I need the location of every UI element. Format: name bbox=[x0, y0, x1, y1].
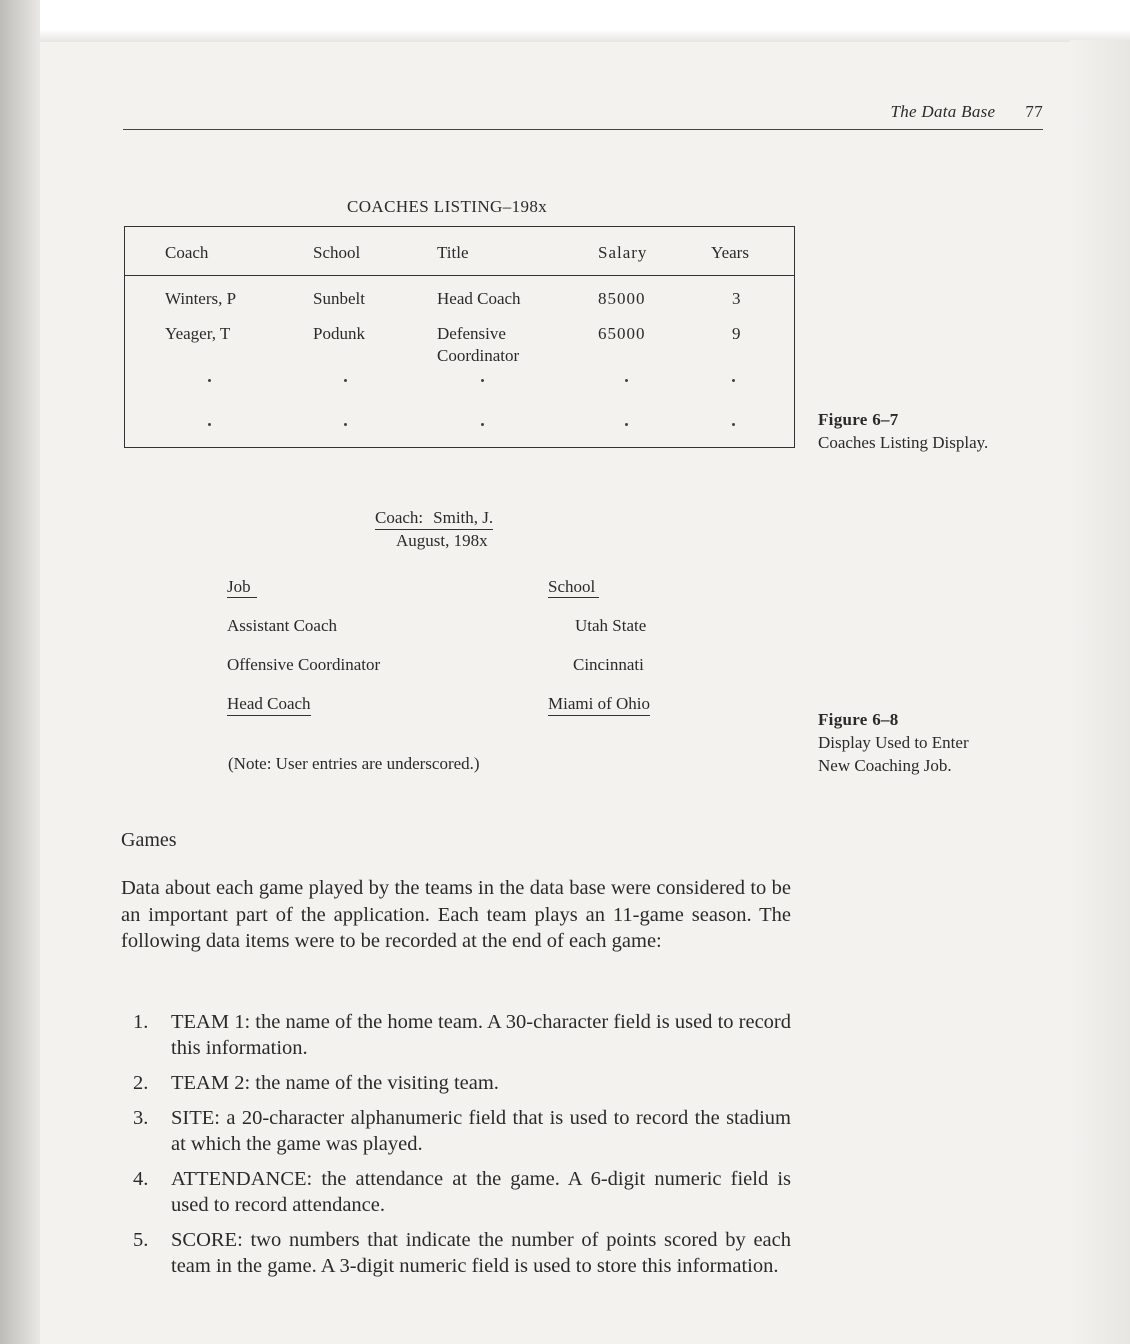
continuation-dots bbox=[125, 379, 794, 399]
listing-title: COACHES LISTING–198x bbox=[347, 197, 548, 216]
job-entry: Offensive Coordinator bbox=[227, 655, 381, 674]
list-item bbox=[121, 1009, 791, 1061]
list-item bbox=[121, 1070, 791, 1096]
cell-salary: 85000 bbox=[598, 289, 646, 308]
list-item bbox=[121, 1166, 791, 1218]
cell-school: Sunbelt bbox=[313, 289, 365, 308]
list-item-number: 3. bbox=[133, 1107, 149, 1129]
cell-years: 9 bbox=[732, 324, 741, 343]
column-header-title: Title bbox=[437, 243, 469, 262]
figure-caption-line: New Coaching Job. bbox=[818, 756, 952, 775]
list-item-text: TEAM 1: the name of the home team. A 30-character field is used to record this information. bbox=[171, 1011, 791, 1059]
entry-date: August, 198x bbox=[396, 531, 488, 550]
cell-title: Head Coach bbox=[437, 289, 521, 308]
page-gutter-shadow bbox=[0, 0, 40, 1344]
column-header-coach: Coach bbox=[165, 243, 209, 262]
section-heading: Games bbox=[121, 829, 177, 851]
figure-6-8-caption bbox=[818, 708, 969, 777]
cell-title-continued: Coordinator bbox=[437, 346, 520, 365]
page-number: 77 bbox=[1025, 102, 1043, 121]
cell-salary: 65000 bbox=[598, 324, 646, 343]
data-items-list bbox=[121, 1009, 791, 1288]
list-item-text: SITE: a 20-character alphanumeric field that is used to record the stadium at which the game was played. bbox=[171, 1107, 791, 1155]
list-item-number: 1. bbox=[133, 1011, 149, 1033]
job-entry: Assistant Coach bbox=[227, 616, 338, 635]
body-paragraph: Data about each game played by the teams in the data base were considered to be an important part of the application. Each team plays an 11-game season. The following data items were to be recorded at the end of each game: bbox=[121, 877, 791, 952]
list-item-number: 5. bbox=[133, 1229, 149, 1251]
cell-coach: Winters, P bbox=[165, 289, 237, 308]
coach-value: Smith, J. bbox=[433, 508, 494, 527]
running-head-title: The Data Base bbox=[890, 102, 996, 121]
column-header-salary: Salary bbox=[598, 243, 648, 262]
list-item-number: 4. bbox=[133, 1168, 149, 1190]
cell-coach: Yeager, T bbox=[165, 324, 231, 343]
list-item-text: TEAM 2: the name of the visiting team. bbox=[171, 1072, 499, 1094]
page-right-edge bbox=[1070, 40, 1130, 1344]
coach-label: Coach: bbox=[375, 508, 424, 527]
list-item-text: SCORE: two numbers that indicate the number of points scored by each team in the game. A 3-digit numeric field is used to store this information. bbox=[171, 1229, 791, 1277]
column-header-years: Years bbox=[711, 243, 749, 262]
header-divider bbox=[125, 275, 794, 276]
figure-caption-line: Display Used to Enter bbox=[818, 733, 969, 752]
school-entry: Cincinnati bbox=[573, 655, 644, 674]
school-column-header: School bbox=[548, 577, 599, 598]
continuation-dots bbox=[125, 423, 794, 443]
coach-entry-line bbox=[375, 508, 493, 530]
running-head bbox=[123, 102, 1043, 122]
figure-note: (Note: User entries are underscored.) bbox=[228, 754, 480, 773]
cell-title: Defensive bbox=[437, 324, 506, 343]
list-item bbox=[121, 1105, 791, 1157]
cell-years: 3 bbox=[732, 289, 741, 308]
school-user-entry: Miami of Ohio bbox=[548, 694, 650, 716]
figure-label: Figure 6–7 bbox=[818, 410, 899, 429]
list-item bbox=[121, 1227, 791, 1279]
page-top-edge bbox=[0, 0, 1130, 42]
figure-6-7-caption bbox=[818, 408, 988, 454]
figure-label: Figure 6–8 bbox=[818, 710, 899, 729]
job-user-entry: Head Coach bbox=[227, 694, 311, 716]
cell-school: Podunk bbox=[313, 324, 365, 343]
school-entry: Utah State bbox=[575, 616, 647, 635]
column-header-school: School bbox=[313, 243, 361, 262]
header-rule bbox=[123, 129, 1043, 130]
job-column-header: Job bbox=[227, 577, 257, 598]
coaches-listing-display bbox=[124, 226, 795, 448]
list-item-text: ATTENDANCE: the attendance at the game. A 6-digit numeric field is used to record attendance. bbox=[171, 1168, 791, 1216]
figure-caption-text: Coaches Listing Display. bbox=[818, 433, 989, 452]
list-item-number: 2. bbox=[133, 1072, 149, 1094]
